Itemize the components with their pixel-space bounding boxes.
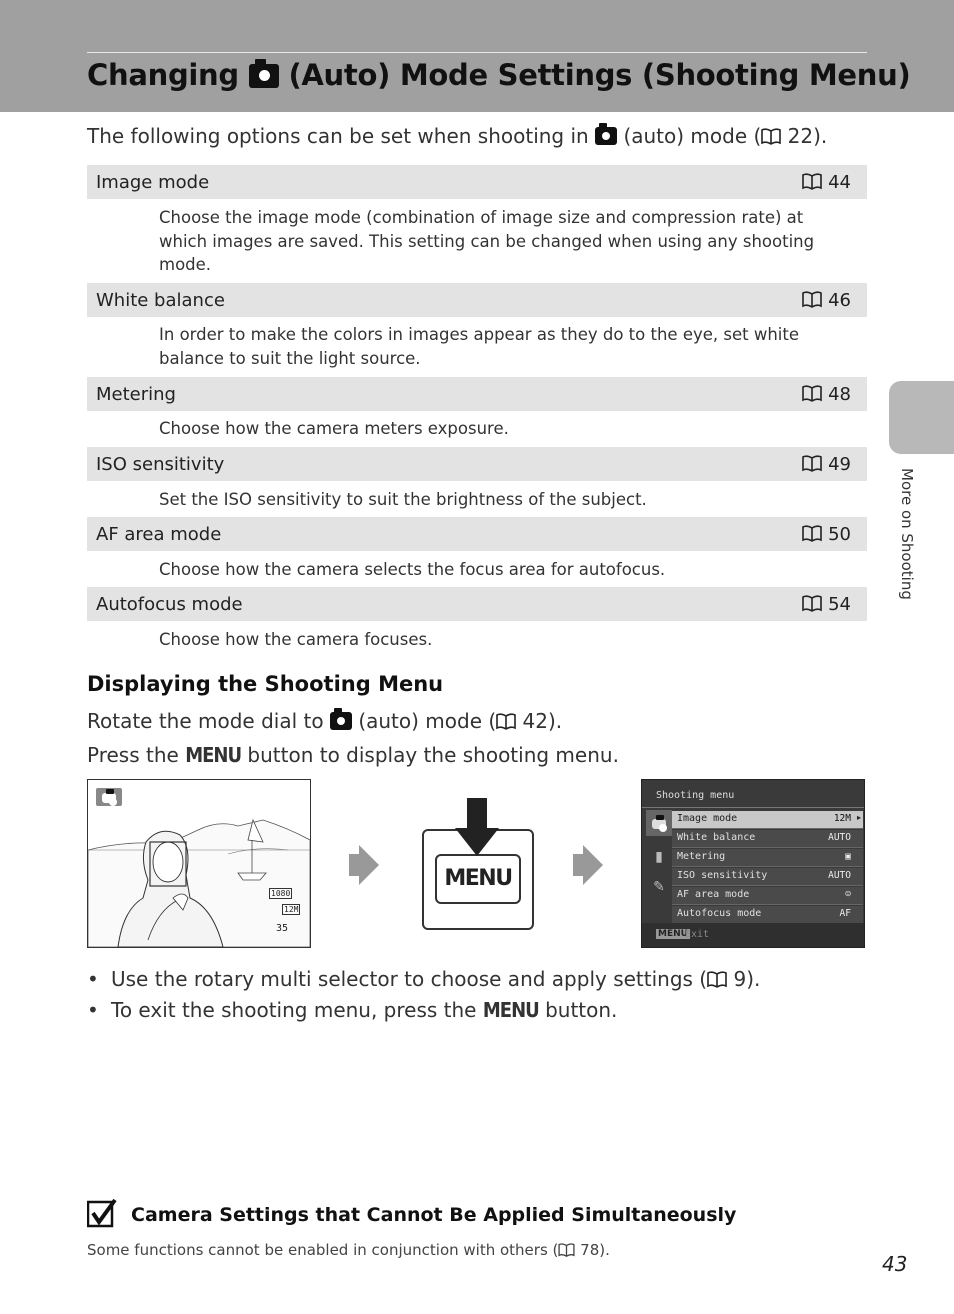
title-suffix: (Auto) Mode Settings (Shooting Menu)	[288, 58, 911, 92]
size-badge: 12M	[284, 905, 299, 914]
camera-icon	[595, 127, 617, 145]
menu-divider	[642, 807, 864, 808]
menu-item-label: Metering	[677, 851, 726, 862]
step-press-menu	[87, 743, 619, 767]
bullet-rotary	[87, 967, 760, 991]
menu-item-af-area[interactable]	[672, 887, 863, 905]
camera-icon	[652, 819, 666, 829]
intro-pre: The following options can be set when shooting in	[87, 124, 589, 148]
menu-item-label: ISO sensitivity	[677, 870, 768, 881]
arrow-right-icon	[359, 845, 379, 885]
arrow-right-icon	[349, 854, 359, 876]
option-label: Image mode	[96, 172, 210, 193]
option-desc: Choose how the camera meters exposure.	[159, 419, 509, 438]
option-ref	[802, 524, 851, 545]
menu-item-white-balance[interactable]	[672, 830, 863, 848]
menu-screen-title: Shooting menu	[656, 790, 735, 801]
menu-footer	[642, 923, 864, 947]
menu-item-label: White balance	[677, 832, 756, 843]
camera-icon	[249, 64, 279, 88]
check-icon	[87, 1198, 117, 1228]
note-body-pre: Some functions cannot be enabled in conjunction with others (	[87, 1241, 559, 1259]
book-icon	[558, 1243, 575, 1257]
menu-glyph: MENU	[185, 743, 242, 767]
bullet-exit	[87, 998, 617, 1022]
arrow-right-icon	[573, 854, 583, 876]
bullet1-pre: Use the rotary multi selector to choose and apply settings (	[111, 967, 708, 991]
book-icon	[802, 385, 822, 402]
section-heading: Displaying the Shooting Menu	[87, 672, 444, 696]
page-title	[87, 58, 910, 92]
option-ref-number: 50	[828, 524, 851, 545]
chevron-right-icon: ▸	[856, 813, 861, 822]
menu-list	[672, 811, 863, 925]
menu-tabs	[646, 810, 672, 916]
camera-icon	[330, 712, 352, 730]
step2-post: button to display the shooting menu.	[247, 743, 619, 767]
option-desc: Choose the image mode (combination of image size and compression rate) at which images are saved. This setting can be changed when using any shooting mode.	[159, 208, 815, 274]
option-ref-number: 49	[828, 454, 851, 475]
option-ref	[802, 172, 851, 193]
menu-item-metering[interactable]	[672, 849, 863, 867]
menu-item-value: 12M	[833, 813, 851, 824]
bullet1-ref: 9).	[733, 967, 761, 991]
side-tab-label: More on Shooting	[898, 468, 916, 600]
book-icon	[707, 971, 727, 988]
intro-post: (auto) mode (	[623, 124, 762, 148]
option-label: ISO sensitivity	[96, 454, 225, 475]
book-icon	[802, 525, 822, 542]
camera-icon	[102, 793, 116, 803]
step1-ref: 42).	[522, 709, 563, 733]
menu-item-label: Image mode	[677, 813, 738, 824]
shots-remaining: 35	[276, 923, 289, 934]
wrench-icon: ✎	[653, 879, 665, 895]
header-rule	[87, 52, 867, 53]
note-body-ref: 78).	[580, 1241, 610, 1259]
camera-mode-icon	[96, 788, 122, 806]
note-title: Camera Settings that Cannot Be Applied Simultaneously	[131, 1204, 737, 1226]
menu-item-value: AUTO	[828, 870, 851, 881]
option-desc: In order to make the colors in images appear as they do to the eye, set white balance to suit the light source.	[159, 325, 799, 368]
option-label: AF area mode	[96, 524, 222, 545]
menu-footer-exit: Exit	[685, 929, 710, 940]
option-row-autofocus	[87, 587, 867, 621]
book-icon	[802, 173, 822, 190]
book-icon	[761, 128, 781, 145]
option-desc: Choose how the camera selects the focus area for autofocus.	[159, 560, 666, 579]
option-ref-number: 48	[828, 384, 851, 405]
book-icon	[802, 291, 822, 308]
option-ref-number: 44	[828, 172, 851, 193]
tab-shooting[interactable]	[646, 810, 672, 836]
note-body	[87, 1241, 610, 1259]
option-desc: Choose how the camera focuses.	[159, 630, 433, 649]
page-number: 43	[882, 1252, 908, 1276]
step1-post: (auto) mode (	[358, 709, 497, 733]
menu-button-label: MENU	[444, 866, 512, 891]
option-row-metering	[87, 377, 867, 411]
intro-ref: 22).	[787, 124, 828, 148]
bullet2-post: button.	[545, 998, 618, 1022]
option-row-af-area	[87, 517, 867, 551]
camera-preview-screen	[87, 779, 311, 948]
menu-item-autofocus[interactable]	[672, 906, 863, 924]
intro-text	[87, 124, 827, 148]
step2-pre: Press the	[87, 743, 179, 767]
option-label: White balance	[96, 290, 225, 311]
option-ref	[802, 594, 851, 615]
book-icon	[496, 713, 516, 730]
menu-button	[435, 854, 521, 904]
section-side-tab	[889, 381, 954, 454]
menu-item-value: AUTO	[828, 832, 851, 843]
option-ref-number: 46	[828, 290, 851, 311]
menu-item-label: AF area mode	[677, 889, 750, 900]
option-ref	[802, 454, 851, 475]
header-band	[0, 0, 954, 112]
option-row-white-balance	[87, 283, 867, 317]
tab-movie[interactable]	[646, 844, 672, 870]
menu-item-label: Autofocus mode	[677, 908, 762, 919]
option-desc: Set the ISO sensitivity to suit the brightness of the subject.	[159, 490, 647, 509]
step1-pre: Rotate the mode dial to	[87, 709, 324, 733]
menu-item-value: ☺	[845, 889, 851, 900]
menu-glyph: MENU	[482, 998, 539, 1022]
title-prefix: Changing	[87, 58, 239, 92]
book-icon	[802, 455, 822, 472]
bullet-dot: •	[87, 998, 99, 1022]
shooting-menu-screen	[641, 779, 865, 948]
movie-icon: ▮	[655, 849, 663, 865]
option-label: Autofocus mode	[96, 594, 243, 615]
tab-setup[interactable]	[646, 874, 672, 900]
video-badge: 1080	[271, 889, 291, 898]
option-label: Metering	[96, 384, 176, 405]
book-icon	[802, 595, 822, 612]
option-row-iso	[87, 447, 867, 481]
menu-item-iso[interactable]	[672, 868, 863, 886]
option-ref	[802, 290, 851, 311]
option-ref	[802, 384, 851, 405]
arrow-right-icon	[583, 845, 603, 885]
step-rotate-dial	[87, 709, 562, 733]
menu-footer-button[interactable]: MENU	[658, 929, 688, 939]
bullet-dot: •	[87, 967, 99, 991]
menu-item-value: AF	[839, 908, 851, 919]
press-arrow-icon	[455, 798, 499, 858]
menu-item-value: ▣	[845, 851, 851, 862]
option-ref-number: 54	[828, 594, 851, 615]
bullet2-pre: To exit the shooting menu, press the	[111, 998, 477, 1022]
option-row-image-mode	[87, 165, 867, 199]
menu-item-image-mode[interactable]	[672, 811, 863, 829]
